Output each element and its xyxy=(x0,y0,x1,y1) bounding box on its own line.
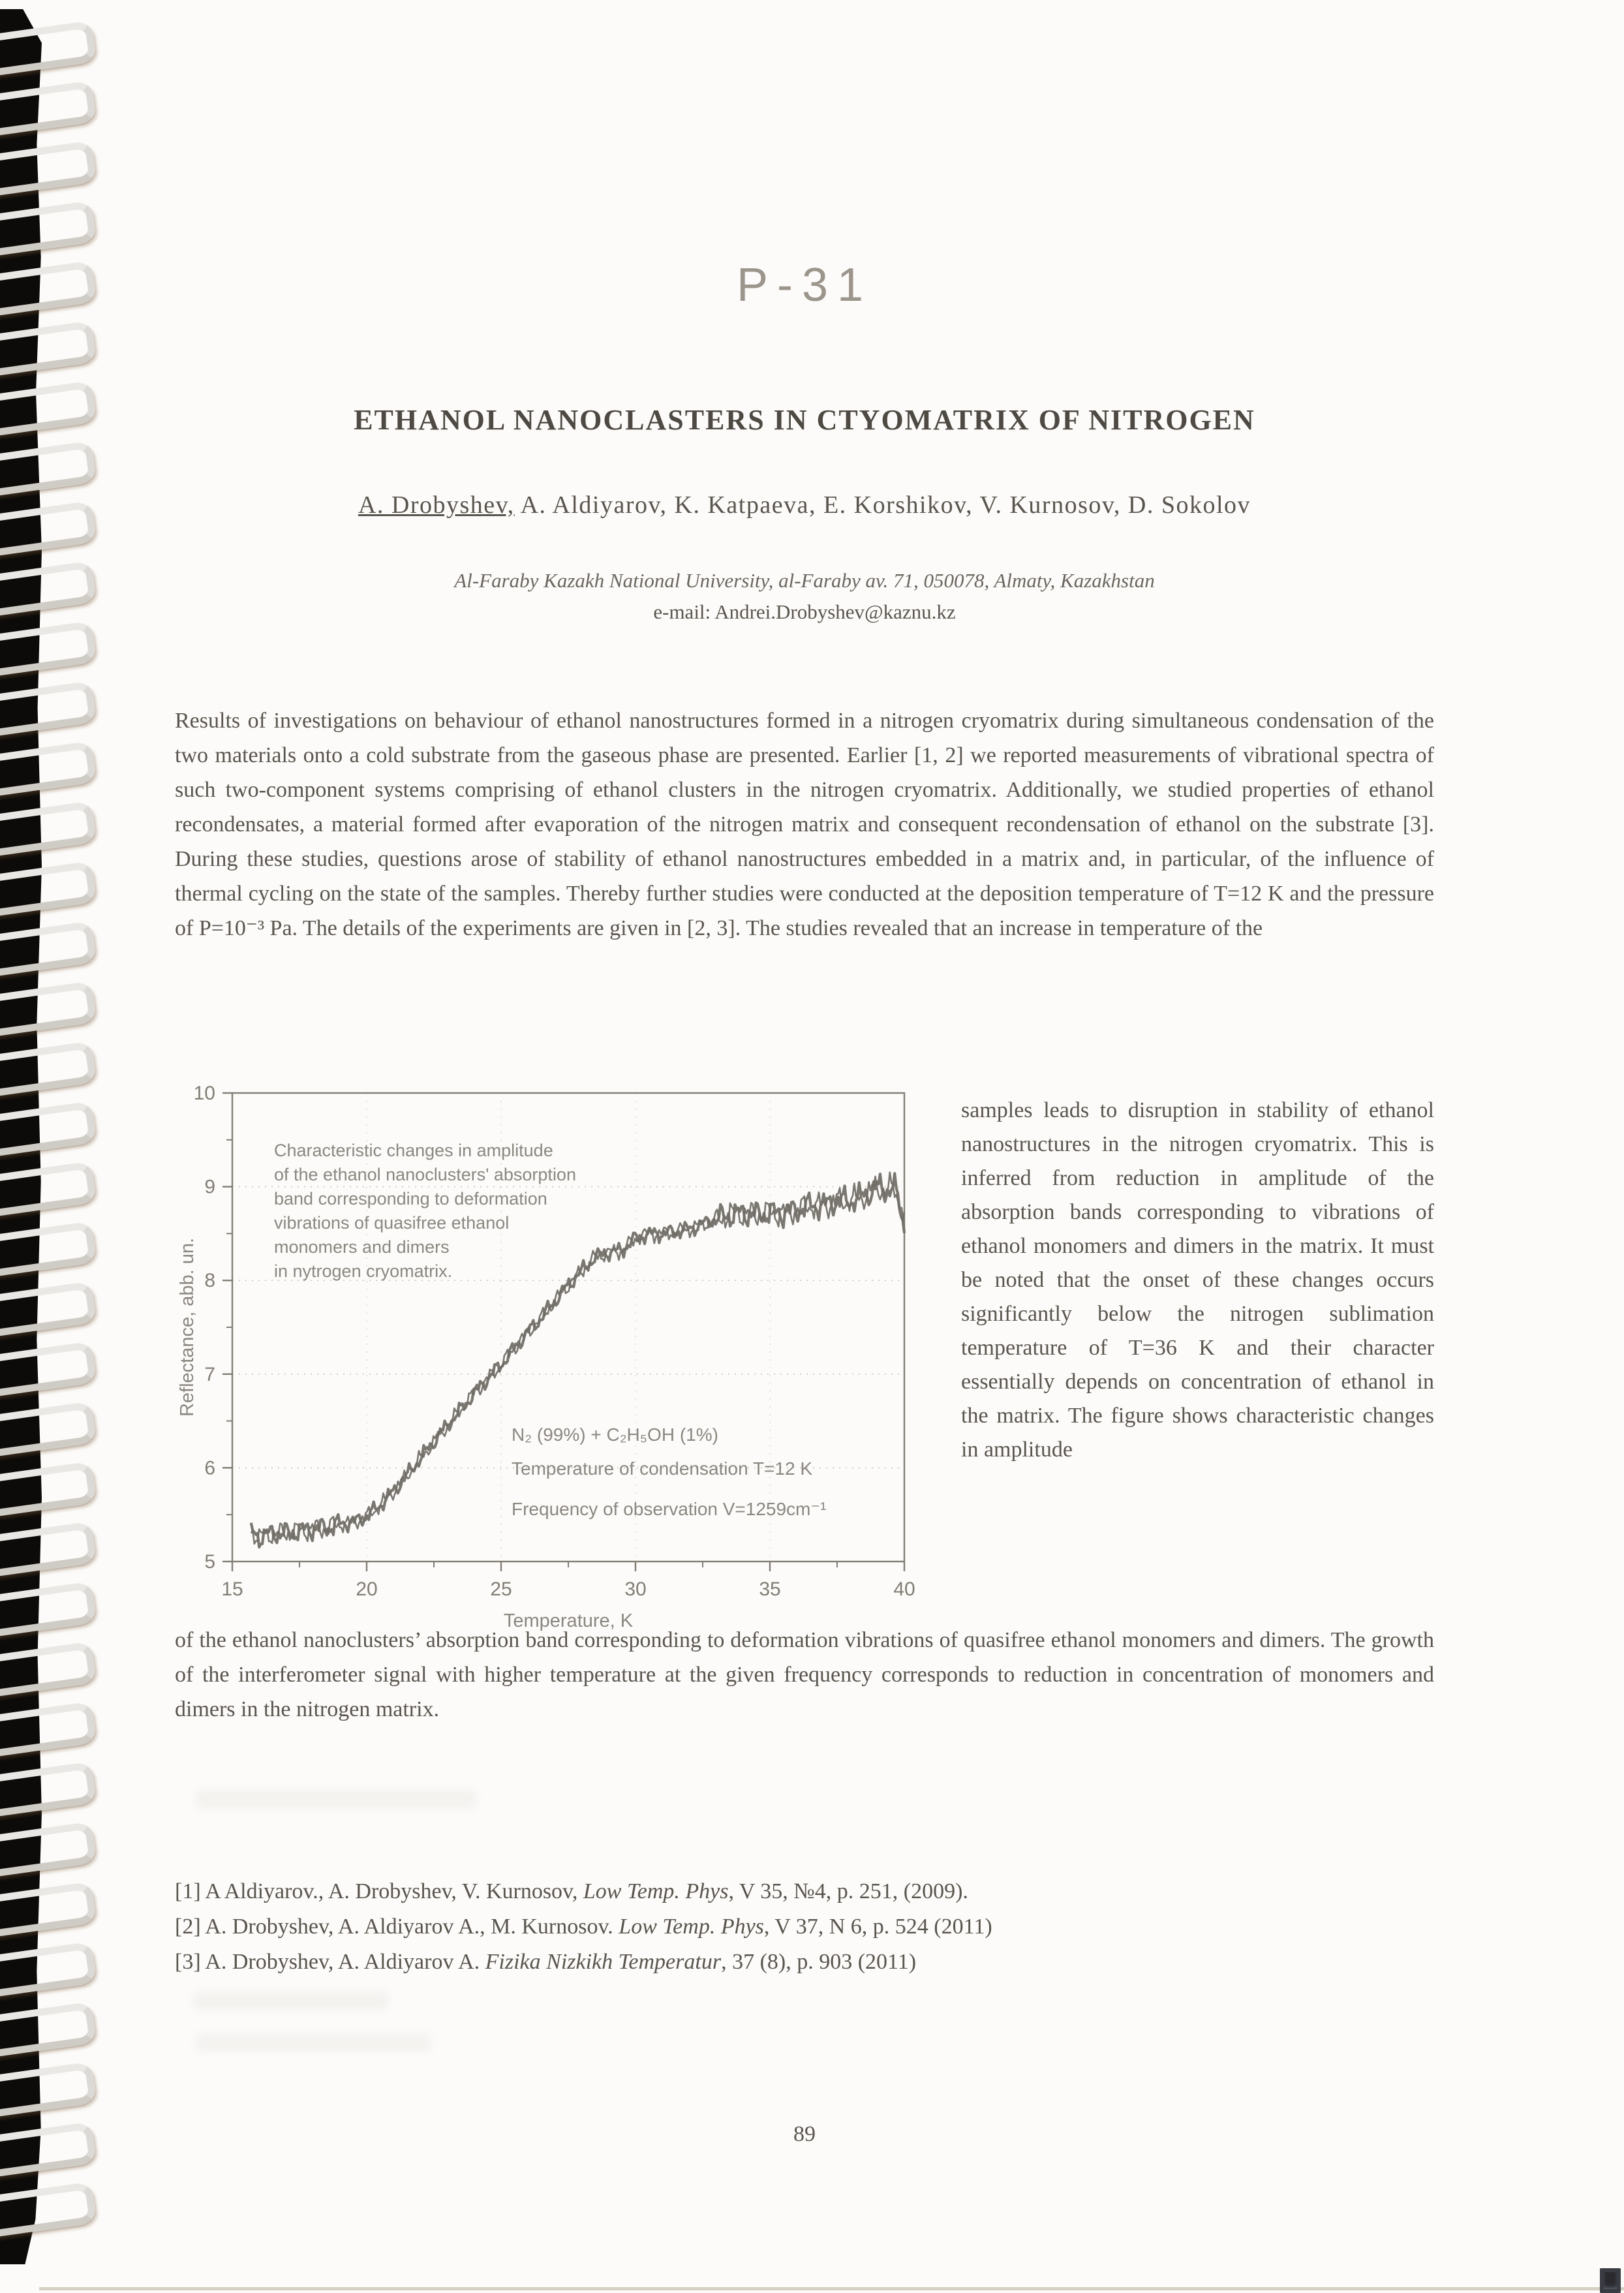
chart-caption-line: monomers and dimers xyxy=(274,1237,450,1257)
reference-journal: Fizika Nizkikh Temperatur xyxy=(485,1950,722,1974)
reference-item xyxy=(175,1909,1434,1945)
x-tick-label: 20 xyxy=(356,1578,378,1600)
paper-title: ETHANOL NANOCLASTERS IN CTYOMATRIX OF NITROGEN xyxy=(354,404,1255,436)
page-header-code: P-31 xyxy=(736,259,873,311)
reference-journal: Low Temp. Phys xyxy=(583,1879,729,1903)
authors-rest: A. Aldiyarov, K. Katpaeva, E. Korshikov, V. Kurnosov, D. Sokolov xyxy=(514,491,1251,519)
chart-svg xyxy=(175,1083,919,1631)
reference-journal: Low Temp. Phys xyxy=(619,1915,764,1939)
email-line: e-mail: Andrei.Drobyshev@kaznu.kz xyxy=(653,600,956,623)
figure-row xyxy=(175,1083,1434,1631)
page-bottom-edge xyxy=(39,2287,1624,2290)
x-axis-label: Temperature, K xyxy=(503,1610,634,1631)
y-tick-label: 6 xyxy=(204,1457,215,1479)
x-tick-label: 25 xyxy=(490,1578,512,1600)
author-underlined: A. Drobyshev, xyxy=(358,491,515,519)
x-tick-label: 35 xyxy=(759,1578,781,1600)
reference-text: , V 35, №4, p. 251, (2009). xyxy=(728,1879,968,1903)
figure-chart xyxy=(175,1083,919,1631)
plot-frame xyxy=(232,1093,904,1562)
page-number: 89 xyxy=(793,2122,816,2146)
chart-caption-line: band corresponding to deformation xyxy=(274,1189,547,1208)
x-tick-label: 30 xyxy=(624,1578,647,1600)
bleedthrough-smudge xyxy=(196,2033,431,2052)
reference-item xyxy=(175,1945,1434,1980)
y-tick-label: 10 xyxy=(193,1083,215,1104)
reference-text: , 37 (8), p. 903 (2011) xyxy=(721,1950,917,1974)
reference-text: [2] A. Drobyshev, A. Aldiyarov A., M. Kurnosov. xyxy=(175,1915,619,1939)
body-paragraph-2: of the ethanol nanoclusters’ absorption band corresponding to deformation vibrations of quasifree ethanol monomers and dimers. The growth of the interferometer signal with higher temperature at the given frequency corresponds to reduction in concentration of monomers and dimers in the nitrogen matrix. xyxy=(175,1628,1434,1721)
chart-caption-line: vibrations of quasifree ethanol xyxy=(274,1213,510,1233)
affiliation: Al-Faraby Kazakh National University, al-Faraby av. 71, 050078, Almaty, Kazakhstan xyxy=(454,569,1155,592)
chart-condition-line: Frequency of observation V=1259cm⁻¹ xyxy=(512,1499,827,1519)
bleedthrough-smudge xyxy=(192,1992,388,2010)
references-list xyxy=(175,1874,1434,1980)
body-paragraph-1: Results of investigations on behaviour of ethanol nanostructures formed in a nitrogen cryomatrix during simultaneous condensation of the two materials onto a cold substrate from the gaseous phase are presented. Earlier [1, 2] we reported measurements of vibrational spectra of such two-component systems comprising of ethanol clusters in the nitrogen cryomatrix. Additionally, we studied properties of ethanol recondensates, a material formed after evaporation of the nitrogen matrix and consequent recondensation of ethanol on the substrate [3]. During these studies, questions arose of stability of ethanol nanostructures embedded in a matrix and, in particular, of the influence of thermal cycling on the state of the samples. Thereby further studies were conducted at the deposition temperature of T=12 K and the pressure of P=10⁻³ Pa. The details of the experiments are given in [2, 3]. The studies revealed that an increase in temperature of the xyxy=(175,709,1434,940)
authors-line xyxy=(175,491,1434,519)
corner-clip-mark xyxy=(1600,2268,1621,2293)
chart-caption-line: Characteristic changes in amplitude xyxy=(274,1141,553,1160)
chart-caption-line: in nytrogen cryomatrix. xyxy=(274,1261,453,1281)
x-tick-label: 15 xyxy=(221,1578,243,1600)
reference-text: , V 37, N 6, p. 524 (2011) xyxy=(763,1915,992,1939)
bleedthrough-smudge xyxy=(196,1789,476,1809)
y-tick-label: 7 xyxy=(204,1363,215,1385)
x-tick-label: 40 xyxy=(893,1578,915,1600)
reference-text: [3] A. Drobyshev, A. Aldiyarov A. xyxy=(175,1950,485,1974)
chart-condition-line: N₂ (99%) + C₂H₅OH (1%) xyxy=(512,1424,718,1445)
y-tick-label: 5 xyxy=(204,1551,215,1573)
y-tick-label: 8 xyxy=(204,1270,215,1292)
reference-text: [1] A Aldiyarov., A. Drobyshev, V. Kurnosov, xyxy=(175,1879,583,1903)
reference-item xyxy=(175,1874,1434,1909)
body-column-text: samples leads to disruption in stability of ethanol nanostructures in the nitrogen cryomatrix. This is inferred from reduction in amplitude of the absorption bands corresponding to vibrations of ethanol monomers and dimers in the matrix. It must be noted that the onset of these changes occurs significantly below the nitrogen sublimation temperature of T=36 K and their character essentially depends on concentration of ethanol in the matrix. The figure shows characteristic changes in amplitude xyxy=(961,1098,1434,1462)
y-axis-label: Reflectance, abb. un. xyxy=(177,1237,198,1417)
chart-caption-line: of the ethanol nanoclusters' absorption xyxy=(274,1165,576,1184)
chart-condition-line: Temperature of condensation T=12 K xyxy=(512,1458,813,1479)
y-tick-label: 9 xyxy=(204,1176,215,1198)
